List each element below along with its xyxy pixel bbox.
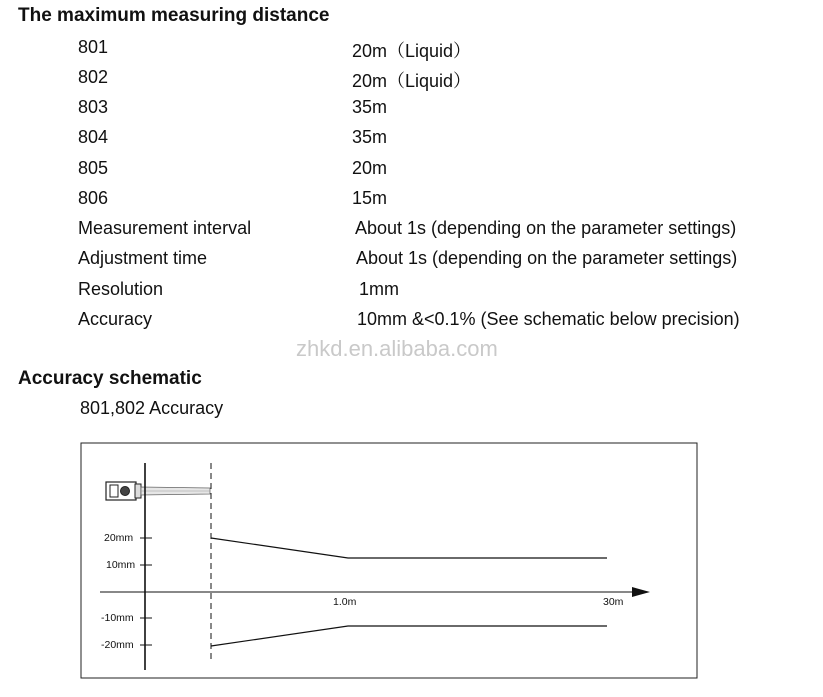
spec-label: 803 (78, 97, 109, 117)
upper-accuracy-line (211, 538, 607, 558)
y-label-neg20mm: -20mm (101, 639, 134, 651)
x-axis-arrow (632, 587, 650, 597)
spec-value: 35m (352, 127, 388, 147)
spec-value: About 1s (depending on the parameter settings) (355, 218, 737, 238)
y-label-neg10mm: -10mm (101, 612, 134, 624)
spec-label: Measurement interval (78, 218, 252, 238)
section-title-max-distance: The maximum measuring distance (18, 5, 330, 26)
spec-value: 10mm &<0.1% (See schematic below precision) (357, 309, 740, 329)
spec-label: Resolution (78, 279, 164, 299)
spec-label: 806 (78, 188, 109, 208)
diagram-frame (81, 443, 697, 678)
spec-value: 20m (352, 158, 388, 178)
x-label-30m: 30m (603, 596, 624, 608)
watermark: zhkd.en.alibaba.com (296, 336, 498, 361)
schematic-subtitle: 801,802 Accuracy (80, 398, 224, 418)
spec-label: 801 (78, 37, 109, 57)
spec-label: Adjustment time (78, 248, 208, 268)
spec-value: About 1s (depending on the parameter settings) (356, 248, 738, 268)
spec-value: 35m (352, 97, 388, 117)
y-label-20mm: 20mm (104, 532, 134, 544)
spec-value: 15m (352, 188, 388, 208)
spec-value: 20m（Liquid） (352, 41, 472, 61)
spec-label: 804 (78, 127, 109, 147)
sensor-icon (106, 482, 210, 500)
spec-label: 802 (78, 67, 109, 87)
lower-accuracy-line (211, 626, 607, 646)
x-label-1m: 1.0m (333, 596, 357, 608)
y-label-10mm: 10mm (106, 559, 136, 571)
spec-value: 1mm (359, 279, 399, 299)
section-title-accuracy-schematic: Accuracy schematic (18, 368, 202, 389)
spec-label: Accuracy (78, 309, 153, 329)
spec-label: 805 (78, 158, 109, 178)
spec-value: 20m（Liquid） (352, 71, 472, 91)
